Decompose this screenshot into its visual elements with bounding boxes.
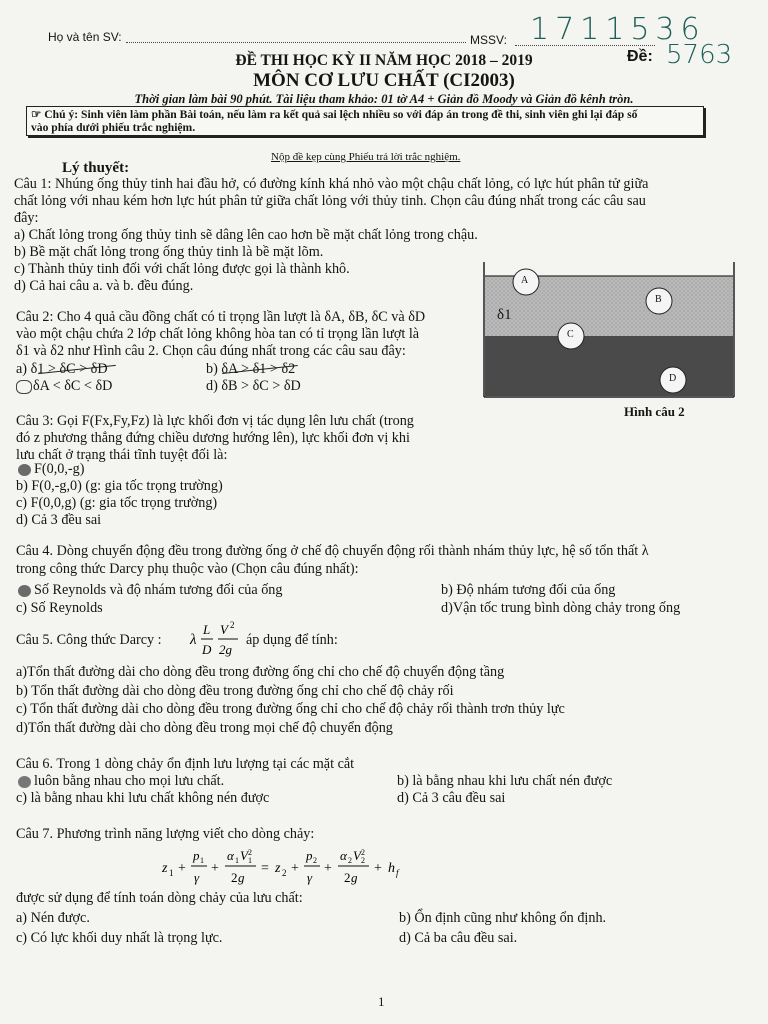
q7-line: Câu 7. Phương trình năng lượng viết cho dòng chảy:	[16, 826, 315, 842]
q2-option-d: d) δB > δC > δD	[206, 378, 301, 394]
svg-text:2: 2	[313, 856, 317, 865]
de-handwritten: 5763	[666, 40, 733, 70]
svg-text:λ: λ	[190, 632, 197, 648]
exam-title: ĐỀ THI HỌC KỲ II NĂM HỌC 2018 – 2019	[235, 52, 533, 69]
q4-filled-bubble	[18, 585, 31, 597]
q2-circled-c	[16, 380, 32, 394]
svg-text:2: 2	[361, 848, 365, 857]
svg-text:L: L	[203, 622, 211, 637]
q5-option-a: a)Tổn thất đường dài cho dòng đều trong đường ống chỉ cho chế độ chuyển động tầng	[16, 664, 505, 680]
svg-text:g: g	[351, 870, 358, 885]
q1-option-d: d) Cả hai câu a. và b. đều đúng.	[14, 278, 194, 294]
name-label: Họ và tên SV:	[48, 30, 122, 44]
q4-option-b: b) Độ nhám tương đối của ống	[441, 582, 616, 598]
q1-line-1: Câu 1: Nhúng ống thủy tinh hai đầu hở, có đường kính khá nhỏ vào một chậu chất lỏng, có lực hút phân tử giữa	[14, 176, 649, 192]
svg-text:1: 1	[248, 856, 252, 865]
svg-text:2: 2	[231, 870, 238, 885]
de-label: Đề:	[627, 48, 653, 65]
ball-a-label: A	[521, 275, 529, 286]
q5-option-b: b) Tổn thất đường dài cho dòng đều trong đường ống chỉ cho chế độ chảy rối	[16, 682, 454, 699]
q7-option-b: b) Ổn định cũng như không ổn định.	[399, 910, 607, 926]
svg-text:=: =	[261, 861, 269, 876]
q3-filled-bubble	[18, 464, 31, 476]
svg-text:z: z	[162, 861, 168, 876]
svg-text:2: 2	[282, 868, 287, 878]
svg-text:1: 1	[235, 856, 239, 865]
ball-b-label: B	[655, 294, 662, 305]
note-box	[26, 106, 704, 136]
layer-1-label: δ1	[497, 307, 512, 323]
q6-filled-bubble	[18, 776, 31, 788]
q5-prefix: Câu 5. Công thức Darcy :	[16, 632, 162, 648]
q3-option-d: d) Cả 3 đều sai	[16, 512, 102, 528]
page-number: 1	[378, 994, 385, 1009]
svg-text:h: h	[388, 861, 395, 876]
ball-d-label: D	[669, 373, 677, 384]
svg-text:D: D	[202, 642, 212, 657]
q4-line-2: trong công thức Darcy phụ thuộc vào (Chọn câu đúng nhất):	[16, 561, 359, 577]
svg-text:α: α	[227, 848, 234, 863]
svg-text:V: V	[240, 848, 248, 863]
q3-option-a: F(0,0,-g)	[34, 461, 85, 477]
q6-option-a: luôn bằng nhau cho mọi lưu chất.	[34, 773, 225, 789]
svg-text:γ: γ	[307, 870, 313, 885]
svg-text:2: 2	[248, 848, 252, 857]
question-4	[16, 542, 649, 578]
svg-text:2g: 2g	[219, 642, 232, 657]
name-field-line	[126, 42, 466, 43]
svg-text:f: f	[396, 868, 399, 878]
svg-text:1: 1	[200, 856, 204, 865]
q2-option-b: b) δA > δ1 > δ2	[206, 361, 296, 377]
q6-option-d: d) Cả 3 câu đều sai	[397, 790, 506, 806]
q2-line-1: Câu 2: Cho 4 quả cầu đồng chất có tỉ trọng lần lượt là δA, δB, δC và δD	[16, 309, 426, 325]
energy-equation	[158, 842, 418, 890]
q2-option-a: a) δ1 > δC > δD	[16, 361, 108, 377]
svg-text:z: z	[275, 861, 281, 876]
q7-option-c: c) Có lực khối duy nhất là trọng lực.	[16, 930, 223, 946]
note-line-1: ☞ Chú ý: Sinh viên làm phần Bài toán, nếu làm ra kết quả sai lệch nhiều so với đáp án trong đề thi, sinh viên ghi lại đáp số	[31, 108, 638, 121]
q1-option-c: c) Thành thủy tinh đối với chất lỏng được gọi là thành khô.	[14, 261, 350, 277]
mssv-handwritten: 1711536	[530, 12, 706, 47]
q3-option-b: b) F(0,-g,0) (g: gia tốc trọng trường)	[16, 478, 223, 494]
q4-option-d: d)Vận tốc trung bình dòng chảy trong ống	[441, 600, 681, 616]
svg-text:p: p	[193, 848, 200, 863]
q1-line-3: đây:	[14, 210, 39, 226]
svg-text:V: V	[220, 622, 228, 637]
question-3	[16, 413, 414, 464]
q3-line-1: Câu 3: Gọi F(Fx,Fy,Fz) là lực khối đơn vị tác dụng lên lưu chất (trong	[16, 413, 414, 429]
q6-option-b: b) là bằng nhau khi lưu chất nén được	[397, 773, 613, 789]
q3-line-2: đó z phương thẳng đứng chiều dương hướng lên), lực khối đơn vị khi	[16, 430, 410, 446]
q4-option-a: Số Reynolds và độ nhám tương đối của ống	[34, 582, 283, 598]
question-2	[16, 309, 425, 360]
q5-suffix: áp dụng để tính:	[246, 632, 338, 648]
note-line-2: vào phía dưới phiếu trắc nghiệm.	[31, 121, 196, 134]
q3-options-bcd	[16, 478, 223, 529]
q1-line-2: chất lỏng với nhau kém hơn lực hút phân tử giữa chất lỏng với thủy tinh. Chọn câu đúng nhất trong các câu sau	[14, 193, 646, 209]
svg-text:2: 2	[230, 620, 235, 630]
q6-line: Câu 6. Trong 1 dòng chảy ổn định lưu lượng tại các mặt cắt	[16, 756, 355, 772]
figure-q2-caption: Hình câu 2	[624, 404, 685, 419]
q7-option-d: d) Cả ba câu đều sai.	[399, 930, 518, 946]
q7-after: được sử dụng để tính toán dòng chảy của lưu chất:	[16, 890, 303, 906]
svg-text:2: 2	[348, 856, 352, 865]
svg-text:2: 2	[344, 870, 351, 885]
submit-note: Nộp đề kẹp cùng Phiếu trả lời trắc nghiệm.	[271, 151, 461, 163]
exam-subtitle: Thời gian làm bài 90 phút. Tài liệu tham khảo: 01 tờ A4 + Giản đồ Moody và Giản đồ kênh tròn.	[134, 92, 634, 106]
section-title: Lý thuyết:	[62, 160, 130, 176]
svg-text:+: +	[291, 861, 299, 876]
svg-text:α: α	[340, 848, 347, 863]
q1-option-b: b) Bề mặt chất lỏng trong ống thủy tinh là bề mặt lõm.	[14, 244, 324, 260]
q6-option-c: c) là bằng nhau khi lưu chất không nén được	[16, 790, 270, 806]
q3-option-c: c) F(0,0,g) (g: gia tốc trọng trường)	[16, 495, 218, 511]
svg-text:g: g	[238, 870, 245, 885]
svg-text:+: +	[374, 861, 382, 876]
course-title: MÔN CƠ LƯU CHẤT (CI2003)	[253, 70, 515, 91]
q5-option-d: d)Tổn thất đường dài cho dòng đều trong mọi chế độ chuyển động	[16, 719, 393, 736]
q2-line-2: vào một chậu chứa 2 lớp chất lỏng không hòa tan có tỉ trọng lần lượt là	[16, 326, 420, 342]
figure-q2	[483, 262, 735, 398]
q4-option-c: c) Số Reynolds	[16, 600, 103, 616]
mssv-label: MSSV:	[470, 33, 507, 47]
q1-option-a: a) Chất lỏng trong ống thủy tinh sẽ dâng lên cao hơn bề mặt chất lỏng trong chậu.	[14, 227, 478, 243]
svg-text:V: V	[353, 848, 361, 863]
q4-line-1: Câu 4. Dòng chuyển động đều trong đường ống ở chế độ chuyển động rối thành nhám thủy lực, hệ số tổn thất λ	[16, 543, 649, 559]
svg-text:+: +	[178, 861, 186, 876]
q3-line-3: lưu chất ở trạng thái tĩnh tuyệt đối là:	[16, 447, 228, 463]
svg-text:1: 1	[169, 868, 174, 878]
svg-text:γ: γ	[194, 870, 200, 885]
svg-text:+: +	[211, 861, 219, 876]
q7-option-a: a) Nén được.	[16, 910, 90, 926]
svg-text:p: p	[306, 848, 313, 863]
ball-c-label: C	[567, 329, 574, 340]
q5-options	[16, 663, 565, 737]
q2-option-c: δA < δC < δD	[33, 378, 113, 394]
q2-line-3: δ1 và δ2 như Hình câu 2. Chọn câu đúng nhất trong các câu sau đây:	[16, 343, 406, 359]
svg-text:2: 2	[361, 856, 365, 865]
q5-option-c: c) Tổn thất đường dài cho dòng đều trong đường ống chỉ cho chế độ chảy rối thành trơn thủy lực	[16, 701, 565, 717]
svg-text:+: +	[324, 861, 332, 876]
